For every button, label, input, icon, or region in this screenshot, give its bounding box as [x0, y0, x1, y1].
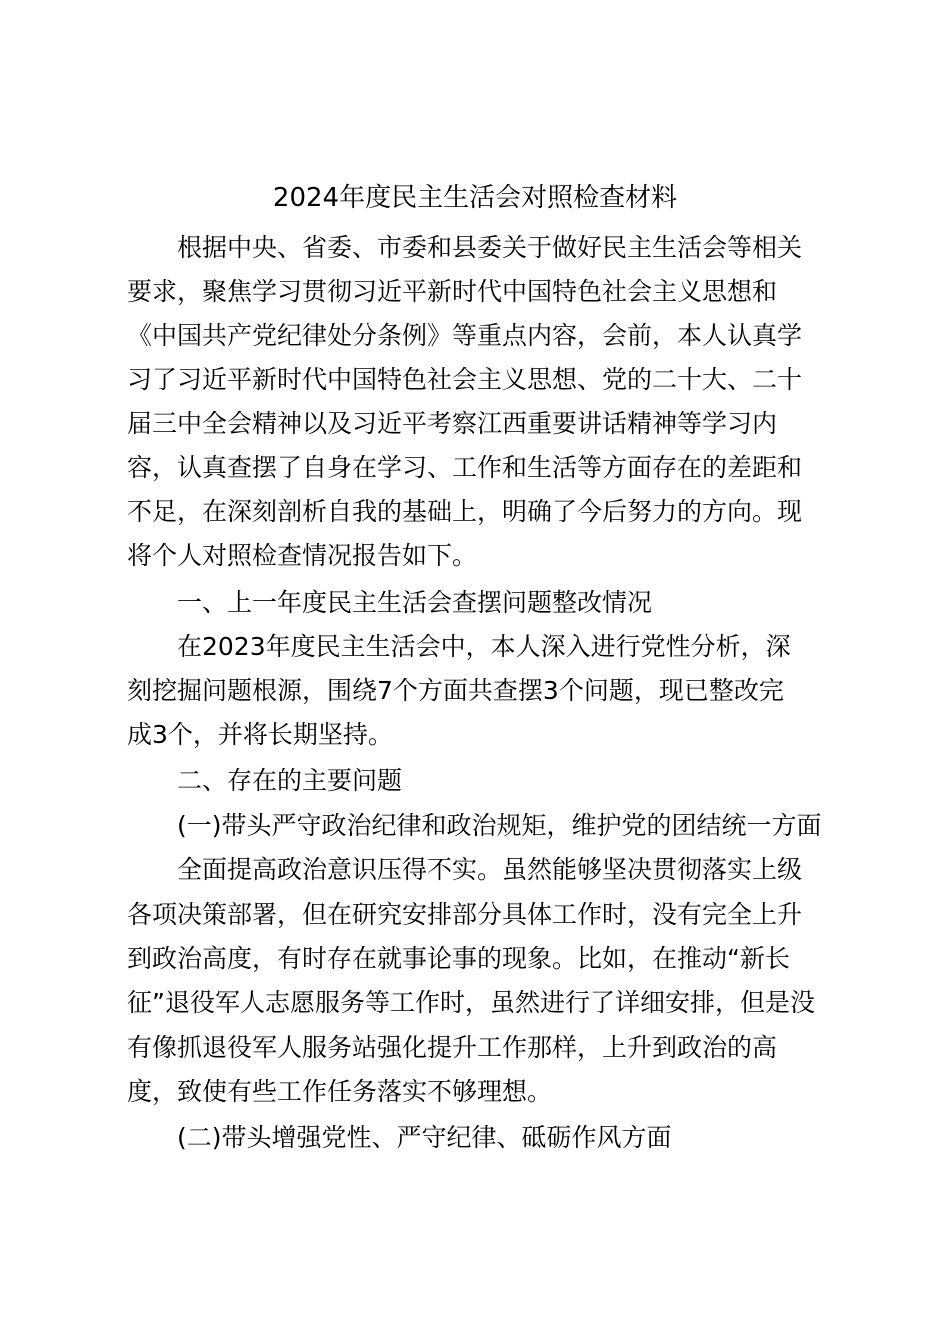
- section-heading: 二、存在的主要问题: [177, 766, 403, 795]
- paragraph-line: 习了习近平新时代中国特色社会主义思想、党的二十大、二十: [127, 365, 803, 394]
- paragraph-line: 根据中央、省委、市委和县委关于做好民主生活会等相关: [177, 233, 803, 262]
- paragraph-line: 度，致使有些工作任务落实不够理想。: [127, 1077, 553, 1106]
- paragraph-line: 到政治高度，有时存在就事论事的现象。比如，在推动“新长: [127, 944, 790, 973]
- paragraph-line: 有像抓退役军人服务站强化提升工作那样，上升到政治的高: [127, 1033, 778, 1062]
- paragraph-line: 各项决策部署，但在研究安排部分具体工作时，没有完全上升: [127, 900, 803, 929]
- subsection-heading: (一)带头严守政治纪律和政治规矩，维护党的团结统一方面: [177, 811, 822, 840]
- paragraph-line: 届三中全会精神以及习近平考察江西重要讲话精神等学习内: [127, 409, 778, 438]
- subsection-heading: (二)带头增强党性、严守纪律、砥砺作风方面: [177, 1123, 672, 1152]
- paragraph-line: 将个人对照检查情况报告如下。: [127, 541, 478, 570]
- paragraph-line: 要求，聚焦学习贯彻习近平新时代中国特色社会主义思想和: [127, 277, 778, 306]
- paragraph-line: 成3个，并将长期坚持。: [127, 720, 393, 749]
- paragraph-line: 刻挖掘问题根源，围绕7个方面共查摆3个问题，现已整改完: [127, 676, 784, 705]
- paragraph-line: 容，认真查摆了自身在学习、工作和生活等方面存在的差距和: [127, 453, 803, 482]
- paragraph-line: 全面提高政治意识压得不实。虽然能够坚决贯彻落实上级: [177, 855, 803, 884]
- paragraph-line: 《中国共产党纪律处分条例》等重点内容，会前，本人认真学: [127, 321, 803, 350]
- document-title: 2024年度民主生活会对照检查材料: [272, 183, 678, 213]
- section-heading: 一、上一年度民主生活会查摆问题整改情况: [177, 588, 653, 617]
- paragraph-line: 在2023年度民主生活会中，本人深入进行党性分析，深: [177, 632, 791, 661]
- paragraph-line: 征”退役军人志愿服务等工作时，虽然进行了详细安排，但是没: [127, 988, 815, 1017]
- paragraph-line: 不足，在深刻剖析自我的基础上，明确了今后努力的方向。现: [127, 497, 803, 526]
